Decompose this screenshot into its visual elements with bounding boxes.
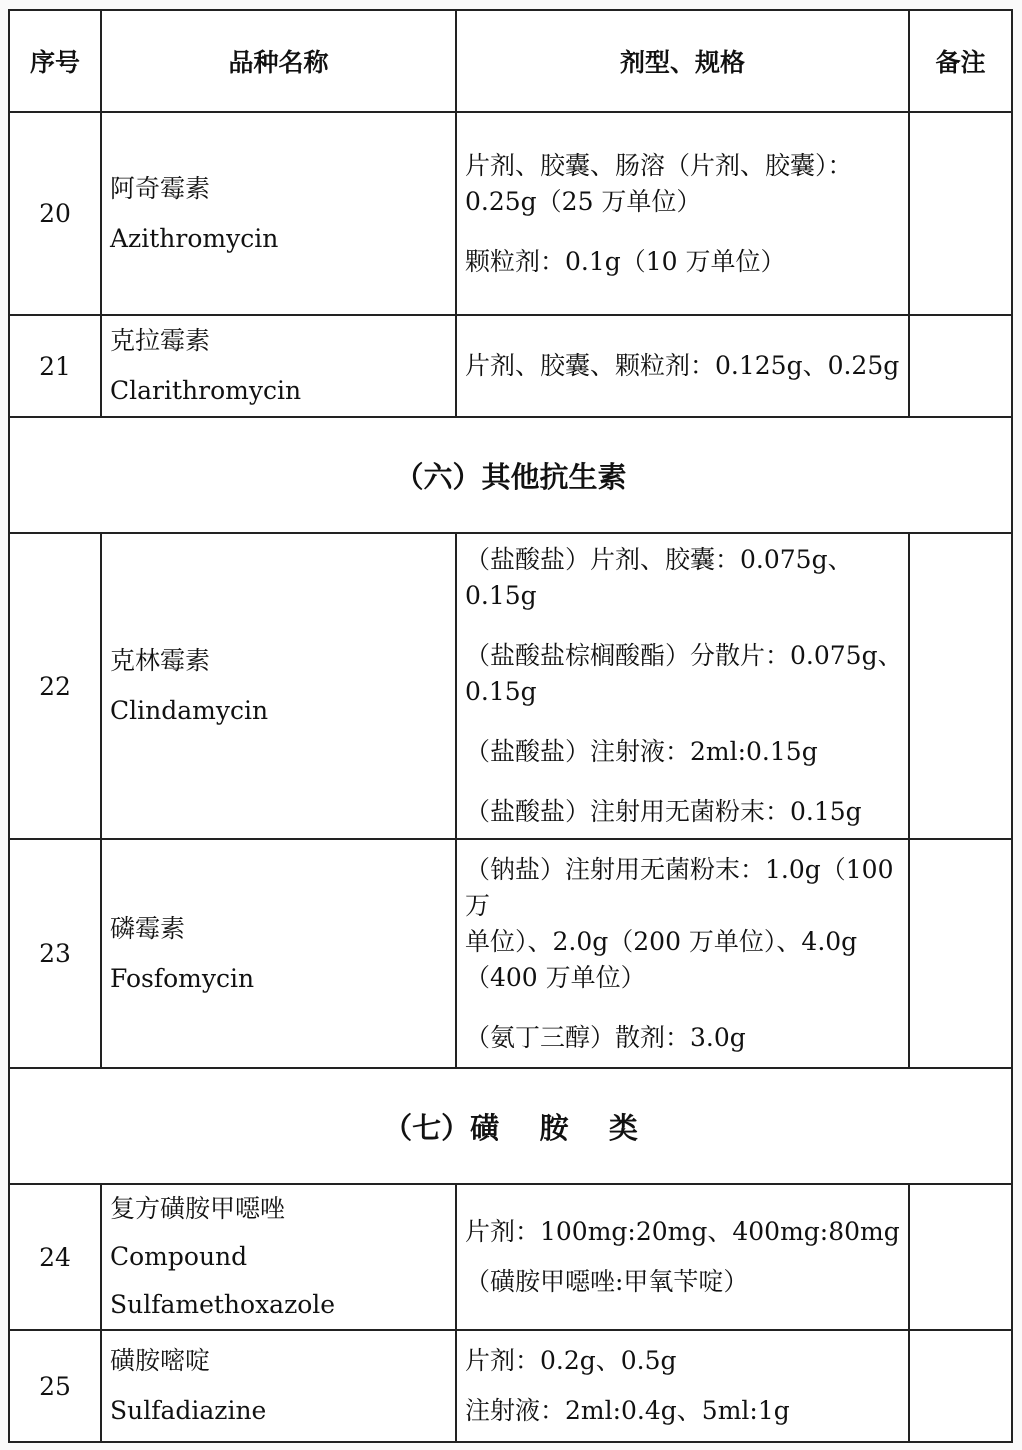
drug-name-cn: 阿奇霉素 xyxy=(110,173,211,203)
header-spec: 剂型、规格 xyxy=(456,10,909,112)
spec-line: （盐酸盐）注射用无菌粉末：0.15g xyxy=(465,797,862,826)
header-note: 备注 xyxy=(909,10,1012,112)
spec-cell xyxy=(456,533,909,839)
note-cell xyxy=(909,533,1012,839)
spec-line: 单位）、2.0g（200 万单位）、4.0g xyxy=(465,926,858,956)
spec-line: （盐酸盐）片剂、胶囊：0.075g、0.15g xyxy=(465,545,853,610)
drug-name-en: Clindamycin xyxy=(110,696,269,725)
drug-name-en: Sulfadiazine xyxy=(110,1396,267,1425)
spec-line: （钠盐）注射用无菌粉末：1.0g（100 万 xyxy=(465,854,894,920)
row-num: 23 xyxy=(9,839,101,1068)
row-num: 24 xyxy=(9,1184,101,1330)
spec-line: 片剂、胶囊、肠溶（片剂、胶囊）： xyxy=(465,150,853,180)
table-row xyxy=(9,533,1012,839)
spec-cell xyxy=(456,1330,909,1442)
table-row xyxy=(9,112,1012,315)
section-row xyxy=(9,417,1012,533)
spec-cell xyxy=(456,315,909,417)
drug-name-cell xyxy=(101,1184,456,1330)
table-row xyxy=(9,1330,1012,1442)
spec-line: （盐酸盐棕榈酸酯）分散片：0.075g、 xyxy=(465,641,903,670)
drug-name-cell xyxy=(101,839,456,1068)
drug-name-cell xyxy=(101,1330,456,1442)
spec-line: （盐酸盐）注射液：2ml:0.15g xyxy=(465,737,818,766)
spec-line: 片剂：0.2g、0.5g xyxy=(465,1346,677,1375)
spec-cell xyxy=(456,1184,909,1330)
spec-cell xyxy=(456,839,909,1068)
spec-line: （400 万单位） xyxy=(465,962,646,992)
row-num: 22 xyxy=(9,533,101,839)
drug-name-cn: 克拉霉素 xyxy=(110,326,211,355)
spec-line: 注射液：2ml:0.4g、5ml:1g xyxy=(465,1396,790,1425)
drug-name-cell xyxy=(101,112,456,315)
drug-name-cn: 复方磺胺甲噁唑 xyxy=(110,1194,286,1223)
note-cell xyxy=(909,112,1012,315)
drug-name-cell xyxy=(101,533,456,839)
spec-line: 0.25g（25 万单位） xyxy=(465,186,702,216)
section-heading: （六）其他抗生素 xyxy=(9,417,1012,533)
table-header-row xyxy=(9,10,1012,112)
row-num: 25 xyxy=(9,1330,101,1442)
spec-line: 0.15g xyxy=(465,677,537,706)
row-num: 21 xyxy=(9,315,101,417)
note-cell xyxy=(909,1184,1012,1330)
drug-name-cn: 克林霉素 xyxy=(110,646,211,675)
drug-name-en: Fosfomycin xyxy=(110,963,255,993)
drug-name-en: Clarithromycin xyxy=(110,376,302,405)
drug-name-cn: 磷霉素 xyxy=(110,913,186,943)
drug-name-en: Compound xyxy=(110,1242,248,1271)
spec-line: 片剂：100mg:20mg、400mg:80mg xyxy=(465,1217,900,1246)
note-cell xyxy=(909,1330,1012,1442)
spec-line: 片剂、胶囊、颗粒剂：0.125g、0.25g xyxy=(465,351,900,380)
table-row xyxy=(9,1184,1012,1330)
section-row xyxy=(9,1068,1012,1184)
drug-name-en-2: Sulfamethoxazole xyxy=(110,1290,336,1319)
row-num: 20 xyxy=(9,112,101,315)
note-cell xyxy=(909,839,1012,1068)
table-row xyxy=(9,839,1012,1068)
table-row xyxy=(9,315,1012,417)
note-cell xyxy=(909,315,1012,417)
drug-name-cell xyxy=(101,315,456,417)
drug-name-cn: 磺胺嘧啶 xyxy=(110,1346,211,1375)
drug-table xyxy=(8,9,1013,1443)
header-num: 序号 xyxy=(9,10,101,112)
spec-line: （氨丁三醇）散剂：3.0g xyxy=(465,1022,746,1052)
spec-line: 颗粒剂：0.1g（10 万单位） xyxy=(465,246,786,276)
drug-name-en: Azithromycin xyxy=(110,223,279,253)
spec-line: （磺胺甲噁唑:甲氧苄啶） xyxy=(465,1267,749,1296)
section-heading: （七）磺 胺 类 xyxy=(9,1068,1012,1184)
header-name: 品种名称 xyxy=(101,10,456,112)
spec-cell xyxy=(456,112,909,315)
